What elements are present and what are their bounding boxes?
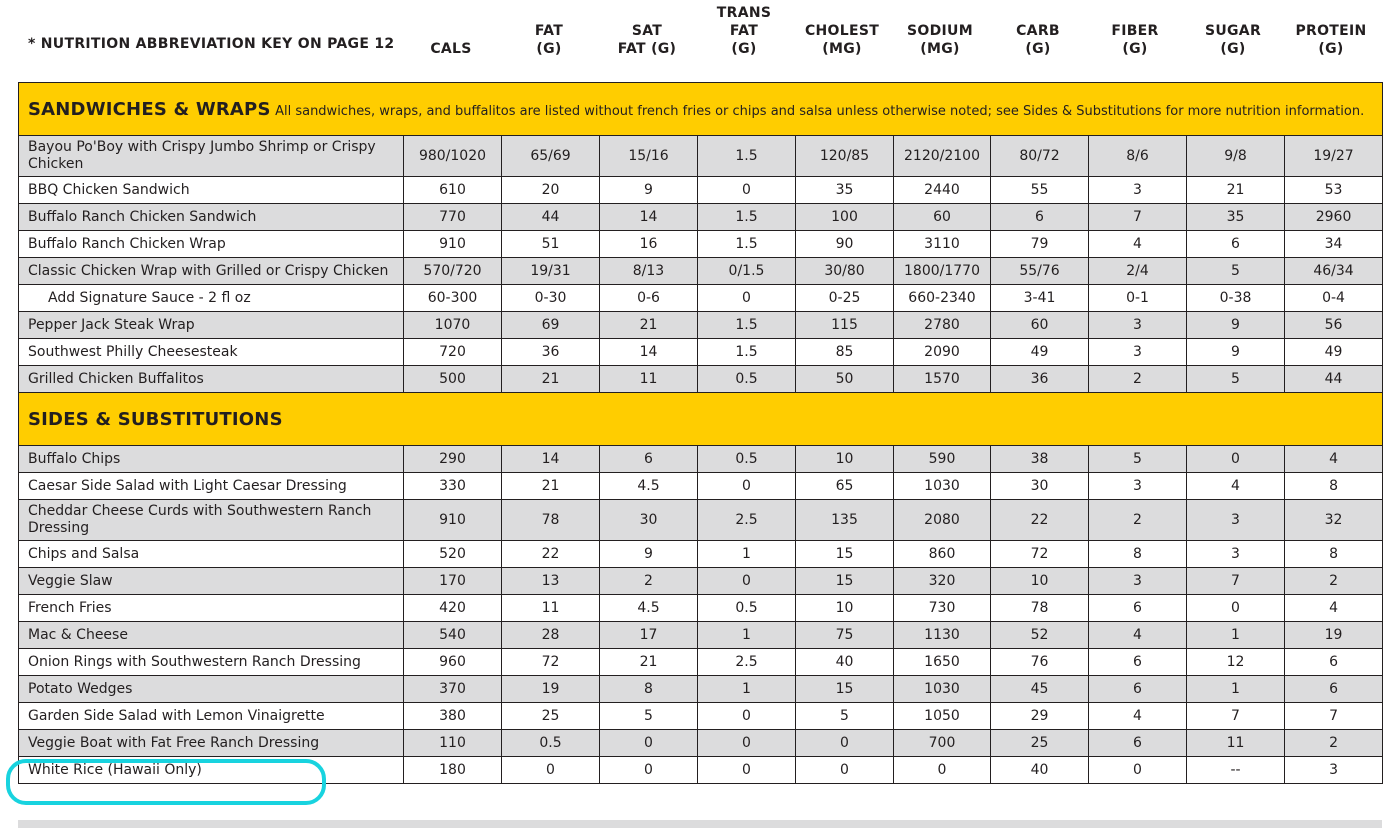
nutrition-value: 2.5 xyxy=(698,649,796,676)
item-name: Veggie Slaw xyxy=(19,568,404,595)
nutrition-value: 15 xyxy=(796,568,894,595)
item-name: Chips and Salsa xyxy=(19,541,404,568)
nutrition-value: 28 xyxy=(502,622,600,649)
nutrition-value: 5 xyxy=(1187,258,1285,285)
nutrition-value: 6 xyxy=(1187,231,1285,258)
column-header-line: PROTEIN xyxy=(1295,23,1367,39)
column-header-line: (MG) xyxy=(822,41,862,57)
nutrition-value: 35 xyxy=(1187,204,1285,231)
item-name: Veggie Boat with Fat Free Ranch Dressing xyxy=(19,730,404,757)
nutrition-value: 860 xyxy=(894,541,991,568)
nutrition-value: 8/13 xyxy=(600,258,698,285)
nutrition-value: 910 xyxy=(404,500,502,541)
nutrition-value: 770 xyxy=(404,204,502,231)
nutrition-value: 330 xyxy=(404,473,502,500)
nutrition-value: 40 xyxy=(796,649,894,676)
nutrition-value: 19/31 xyxy=(502,258,600,285)
nutrition-value: 0 xyxy=(502,757,600,784)
nutrition-value: 1.5 xyxy=(698,136,796,177)
nutrition-value: 0-1 xyxy=(1089,285,1187,312)
table-row xyxy=(19,595,1383,622)
nutrition-value: 30/80 xyxy=(796,258,894,285)
nutrition-value: 60 xyxy=(991,312,1089,339)
column-header-line: CARB xyxy=(1016,23,1060,39)
nutrition-value: 1.5 xyxy=(698,231,796,258)
nutrition-value: 7 xyxy=(1187,568,1285,595)
nutrition-value: 15 xyxy=(796,676,894,703)
column-header xyxy=(0,0,1400,82)
nutrition-value: 21 xyxy=(1187,177,1285,204)
nutrition-value: 14 xyxy=(600,204,698,231)
nutrition-value: 30 xyxy=(600,500,698,541)
column-header-line: FAT xyxy=(729,23,759,39)
column-header-cell xyxy=(1184,0,1282,58)
item-name: Mac & Cheese xyxy=(19,622,404,649)
nutrition-value: 80/72 xyxy=(991,136,1089,177)
nutrition-value: 6 xyxy=(1285,649,1383,676)
nutrition-value: 5 xyxy=(1089,446,1187,473)
nutrition-value: 32 xyxy=(1285,500,1383,541)
nutrition-value: 8 xyxy=(600,676,698,703)
column-header-line: SAT xyxy=(631,23,663,39)
column-header-line: FIBER xyxy=(1111,23,1159,39)
nutrition-value: 1030 xyxy=(894,473,991,500)
column-header-line: (G) xyxy=(1122,41,1148,57)
item-name: French Fries xyxy=(19,595,404,622)
table-row xyxy=(19,312,1383,339)
nutrition-value: 120/85 xyxy=(796,136,894,177)
nutrition-value: 17 xyxy=(600,622,698,649)
table-row xyxy=(19,366,1383,393)
nutrition-value: 0 xyxy=(894,757,991,784)
section-header-row xyxy=(19,83,1383,136)
column-header-line: (G) xyxy=(1318,41,1344,57)
table-row xyxy=(19,757,1383,784)
nutrition-value: 0-6 xyxy=(600,285,698,312)
section-title: SANDWICHES & WRAPS xyxy=(28,98,271,120)
nutrition-value: 500 xyxy=(404,366,502,393)
nutrition-value: 6 xyxy=(1089,595,1187,622)
nutrition-value: 14 xyxy=(600,339,698,366)
nutrition-value: 21 xyxy=(600,312,698,339)
nutrition-value: 85 xyxy=(796,339,894,366)
nutrition-value: 19/27 xyxy=(1285,136,1383,177)
nutrition-value: 3 xyxy=(1187,541,1285,568)
nutrition-value: 7 xyxy=(1187,703,1285,730)
item-name: Garden Side Salad with Lemon Vinaigrette xyxy=(19,703,404,730)
item-name: White Rice (Hawaii Only) xyxy=(19,757,404,784)
nutrition-value: 1 xyxy=(698,676,796,703)
nutrition-value: 6 xyxy=(991,204,1089,231)
nutrition-value: -- xyxy=(1187,757,1285,784)
nutrition-table xyxy=(18,82,1383,784)
nutrition-value: 590 xyxy=(894,446,991,473)
nutrition-value: 3 xyxy=(1089,177,1187,204)
column-header-line: (G) xyxy=(1220,41,1246,57)
nutrition-value: 46/34 xyxy=(1285,258,1383,285)
nutrition-value: 51 xyxy=(502,231,600,258)
nutrition-value: 5 xyxy=(600,703,698,730)
nutrition-value: 0.5 xyxy=(698,595,796,622)
nutrition-value: 2780 xyxy=(894,312,991,339)
nutrition-value: 76 xyxy=(991,649,1089,676)
nutrition-value: 1650 xyxy=(894,649,991,676)
item-name: Classic Chicken Wrap with Grilled or Crispy Chicken xyxy=(19,258,404,285)
column-header-line: CALS xyxy=(430,41,472,57)
nutrition-value: 0/1.5 xyxy=(698,258,796,285)
item-name: Buffalo Ranch Chicken Wrap xyxy=(19,231,404,258)
column-header-cell xyxy=(891,0,989,58)
nutrition-value: 3 xyxy=(1285,757,1383,784)
nutrition-value: 49 xyxy=(991,339,1089,366)
item-name: Grilled Chicken Buffalitos xyxy=(19,366,404,393)
nutrition-value: 2440 xyxy=(894,177,991,204)
nutrition-value: 380 xyxy=(404,703,502,730)
column-header-cell xyxy=(695,0,793,58)
table-row xyxy=(19,285,1383,312)
nutrition-value: 3 xyxy=(1089,339,1187,366)
nutrition-value: 4 xyxy=(1187,473,1285,500)
nutrition-value: 0.5 xyxy=(698,446,796,473)
nutrition-value: 55/76 xyxy=(991,258,1089,285)
nutrition-value: 19 xyxy=(1285,622,1383,649)
nutrition-value: 570/720 xyxy=(404,258,502,285)
nutrition-value: 10 xyxy=(796,595,894,622)
nutrition-value: 5 xyxy=(1187,366,1285,393)
nutrition-value: 1070 xyxy=(404,312,502,339)
nutrition-value: 21 xyxy=(600,649,698,676)
nutrition-value: 75 xyxy=(796,622,894,649)
nutrition-value: 9/8 xyxy=(1187,136,1285,177)
nutrition-value: 9 xyxy=(600,177,698,204)
nutrition-value: 4 xyxy=(1285,446,1383,473)
table-row xyxy=(19,730,1383,757)
nutrition-value: 78 xyxy=(502,500,600,541)
nutrition-value: 0.5 xyxy=(698,366,796,393)
nutrition-value: 69 xyxy=(502,312,600,339)
nutrition-value: 0-38 xyxy=(1187,285,1285,312)
nutrition-value: 55 xyxy=(991,177,1089,204)
abbreviation-key-note: * NUTRITION ABBREVIATION KEY ON PAGE 12 xyxy=(28,36,395,52)
item-name: Southwest Philly Cheesesteak xyxy=(19,339,404,366)
nutrition-value: 3 xyxy=(1187,500,1285,541)
nutrition-value: 35 xyxy=(796,177,894,204)
nutrition-value: 0 xyxy=(698,757,796,784)
item-name: Potato Wedges xyxy=(19,676,404,703)
nutrition-value: 25 xyxy=(991,730,1089,757)
nutrition-value: 6 xyxy=(1089,730,1187,757)
nutrition-value: 8 xyxy=(1285,541,1383,568)
nutrition-value: 36 xyxy=(502,339,600,366)
column-header-line: (G) xyxy=(731,41,757,57)
nutrition-value: 100 xyxy=(796,204,894,231)
nutrition-value: 0 xyxy=(600,730,698,757)
nutrition-value: 4.5 xyxy=(600,473,698,500)
table-row xyxy=(19,541,1383,568)
nutrition-value: 6 xyxy=(600,446,698,473)
nutrition-value: 14 xyxy=(502,446,600,473)
section-header-cell xyxy=(19,83,1383,136)
nutrition-value: 38 xyxy=(991,446,1089,473)
nutrition-value: 730 xyxy=(894,595,991,622)
nutrition-value: 90 xyxy=(796,231,894,258)
nutrition-value: 8 xyxy=(1285,473,1383,500)
nutrition-value: 170 xyxy=(404,568,502,595)
column-header-line: SODIUM xyxy=(907,23,973,39)
nutrition-value: 2/4 xyxy=(1089,258,1187,285)
nutrition-value: 1 xyxy=(1187,676,1285,703)
nutrition-value: 0 xyxy=(796,757,894,784)
table-row xyxy=(19,703,1383,730)
nutrition-value: 1 xyxy=(698,622,796,649)
nutrition-value: 4 xyxy=(1089,622,1187,649)
table-row xyxy=(19,649,1383,676)
nutrition-value: 0 xyxy=(1089,757,1187,784)
nutrition-value: 0-4 xyxy=(1285,285,1383,312)
nutrition-value: 610 xyxy=(404,177,502,204)
nutrition-value: 15 xyxy=(796,541,894,568)
item-name: Bayou Po'Boy with Crispy Jumbo Shrimp or Crispy Chicken xyxy=(19,136,404,177)
table-row xyxy=(19,676,1383,703)
item-name: Add Signature Sauce - 2 fl oz xyxy=(19,285,404,312)
nutrition-value: 290 xyxy=(404,446,502,473)
item-name: Onion Rings with Southwestern Ranch Dressing xyxy=(19,649,404,676)
nutrition-value: 2 xyxy=(1089,366,1187,393)
nutrition-value: 9 xyxy=(1187,339,1285,366)
nutrition-value: 9 xyxy=(600,541,698,568)
column-header-line: (G) xyxy=(536,41,562,57)
nutrition-value: 1.5 xyxy=(698,204,796,231)
nutrition-value: 3 xyxy=(1089,568,1187,595)
nutrition-value: 370 xyxy=(404,676,502,703)
nutrition-value: 16 xyxy=(600,231,698,258)
nutrition-value: 700 xyxy=(894,730,991,757)
nutrition-value: 2 xyxy=(600,568,698,595)
nutrition-value: 22 xyxy=(991,500,1089,541)
bottom-shade-band xyxy=(18,820,1382,828)
nutrition-value: 21 xyxy=(502,473,600,500)
column-header-cell xyxy=(598,0,696,58)
nutrition-value: 320 xyxy=(894,568,991,595)
table-row xyxy=(19,473,1383,500)
nutrition-value: 65 xyxy=(796,473,894,500)
nutrition-value: 1800/1770 xyxy=(894,258,991,285)
nutrition-value: 6 xyxy=(1285,676,1383,703)
nutrition-value: 0 xyxy=(698,177,796,204)
table-row xyxy=(19,568,1383,595)
column-header-cell xyxy=(500,0,598,58)
column-header-cell xyxy=(793,0,891,58)
nutrition-value: 53 xyxy=(1285,177,1383,204)
nutrition-value: 1.5 xyxy=(698,339,796,366)
column-header-line: TRANS xyxy=(716,5,772,21)
nutrition-value: 2120/2100 xyxy=(894,136,991,177)
nutrition-value: 720 xyxy=(404,339,502,366)
column-header-line: CHOLEST xyxy=(804,23,880,39)
nutrition-value: 0 xyxy=(698,285,796,312)
item-name: Buffalo Ranch Chicken Sandwich xyxy=(19,204,404,231)
nutrition-value: 540 xyxy=(404,622,502,649)
nutrition-value: 2 xyxy=(1089,500,1187,541)
nutrition-value: 0 xyxy=(796,730,894,757)
nutrition-value: 4.5 xyxy=(600,595,698,622)
section-title: SIDES & SUBSTITUTIONS xyxy=(28,408,283,430)
nutrition-value: 2 xyxy=(1285,568,1383,595)
nutrition-value: 78 xyxy=(991,595,1089,622)
column-header-line: (MG) xyxy=(920,41,960,57)
nutrition-value: 0 xyxy=(600,757,698,784)
table-row xyxy=(19,136,1383,177)
nutrition-value: 2080 xyxy=(894,500,991,541)
nutrition-value: 7 xyxy=(1089,204,1187,231)
column-header-line: FAT (G) xyxy=(617,41,677,57)
nutrition-value: 1 xyxy=(1187,622,1285,649)
nutrition-value: 0 xyxy=(698,568,796,595)
nutrition-value: 29 xyxy=(991,703,1089,730)
nutrition-value: 0-25 xyxy=(796,285,894,312)
nutrition-value: 115 xyxy=(796,312,894,339)
column-header-line: SUGAR xyxy=(1204,23,1262,39)
nutrition-value: 1.5 xyxy=(698,312,796,339)
item-name: Buffalo Chips xyxy=(19,446,404,473)
nutrition-value: 8 xyxy=(1089,541,1187,568)
nutrition-value: 1030 xyxy=(894,676,991,703)
nutrition-value: 7 xyxy=(1285,703,1383,730)
nutrition-value: 960 xyxy=(404,649,502,676)
nutrition-value: 910 xyxy=(404,231,502,258)
item-name: Pepper Jack Steak Wrap xyxy=(19,312,404,339)
nutrition-value: 520 xyxy=(404,541,502,568)
table-row xyxy=(19,258,1383,285)
nutrition-value: 0 xyxy=(1187,446,1285,473)
nutrition-value: 1 xyxy=(698,541,796,568)
nutrition-value: 60 xyxy=(894,204,991,231)
nutrition-value: 420 xyxy=(404,595,502,622)
nutrition-value: 180 xyxy=(404,757,502,784)
nutrition-value: 34 xyxy=(1285,231,1383,258)
nutrition-value: 10 xyxy=(991,568,1089,595)
column-header-cell xyxy=(402,0,500,58)
nutrition-value: 110 xyxy=(404,730,502,757)
column-header-cell xyxy=(1282,0,1380,58)
nutrition-value: 1130 xyxy=(894,622,991,649)
nutrition-value: 3 xyxy=(1089,312,1187,339)
nutrition-value: 2.5 xyxy=(698,500,796,541)
nutrition-value: 5 xyxy=(796,703,894,730)
nutrition-value: 36 xyxy=(991,366,1089,393)
nutrition-value: 3 xyxy=(1089,473,1187,500)
nutrition-value: 4 xyxy=(1089,703,1187,730)
nutrition-value: 19 xyxy=(502,676,600,703)
nutrition-value: 0 xyxy=(698,473,796,500)
nutrition-value: 0.5 xyxy=(502,730,600,757)
nutrition-value: 6 xyxy=(1089,676,1187,703)
nutrition-value: 44 xyxy=(502,204,600,231)
table-row xyxy=(19,446,1383,473)
item-name: Cheddar Cheese Curds with Southwestern Ranch Dressing xyxy=(19,500,404,541)
column-header-line: FAT xyxy=(534,23,564,39)
nutrition-value: 8/6 xyxy=(1089,136,1187,177)
nutrition-value: 21 xyxy=(502,366,600,393)
nutrition-value: 9 xyxy=(1187,312,1285,339)
item-name: BBQ Chicken Sandwich xyxy=(19,177,404,204)
section-header-row xyxy=(19,393,1383,446)
nutrition-value: 11 xyxy=(1187,730,1285,757)
nutrition-value: 50 xyxy=(796,366,894,393)
nutrition-value: 1050 xyxy=(894,703,991,730)
nutrition-value: 65/69 xyxy=(502,136,600,177)
nutrition-value: 980/1020 xyxy=(404,136,502,177)
nutrition-value: 2960 xyxy=(1285,204,1383,231)
nutrition-value: 10 xyxy=(796,446,894,473)
nutrition-value: 0-30 xyxy=(502,285,600,312)
nutrition-value: 25 xyxy=(502,703,600,730)
nutrition-value: 40 xyxy=(991,757,1089,784)
column-header-cell xyxy=(989,0,1087,58)
nutrition-value: 79 xyxy=(991,231,1089,258)
nutrition-value: 45 xyxy=(991,676,1089,703)
nutrition-value: 30 xyxy=(991,473,1089,500)
table-row xyxy=(19,339,1383,366)
nutrition-value: 13 xyxy=(502,568,600,595)
table-row xyxy=(19,622,1383,649)
table-row xyxy=(19,204,1383,231)
nutrition-value: 60-300 xyxy=(404,285,502,312)
nutrition-value: 2 xyxy=(1285,730,1383,757)
nutrition-value: 0 xyxy=(1187,595,1285,622)
table-row xyxy=(19,231,1383,258)
nutrition-value: 1570 xyxy=(894,366,991,393)
nutrition-value: 72 xyxy=(991,541,1089,568)
section-note: All sandwiches, wraps, and buffalitos are listed without french fries or chips and salsa unless otherwise noted; see Sides & Substitutions for more nutrition information. xyxy=(275,103,1365,119)
nutrition-value: 12 xyxy=(1187,649,1285,676)
nutrition-value: 0 xyxy=(698,730,796,757)
item-name: Caesar Side Salad with Light Caesar Dressing xyxy=(19,473,404,500)
column-header-cell xyxy=(1086,0,1184,58)
nutrition-value: 4 xyxy=(1089,231,1187,258)
nutrition-value: 660-2340 xyxy=(894,285,991,312)
nutrition-value: 15/16 xyxy=(600,136,698,177)
nutrition-value: 52 xyxy=(991,622,1089,649)
nutrition-value: 72 xyxy=(502,649,600,676)
nutrition-value: 0 xyxy=(698,703,796,730)
nutrition-value: 135 xyxy=(796,500,894,541)
nutrition-value: 6 xyxy=(1089,649,1187,676)
nutrition-value: 49 xyxy=(1285,339,1383,366)
section-header-cell xyxy=(19,393,1383,446)
nutrition-value: 56 xyxy=(1285,312,1383,339)
nutrition-value: 20 xyxy=(502,177,600,204)
nutrition-value: 11 xyxy=(502,595,600,622)
nutrition-value: 3110 xyxy=(894,231,991,258)
column-header-line: (G) xyxy=(1025,41,1051,57)
nutrition-value: 44 xyxy=(1285,366,1383,393)
nutrition-value: 4 xyxy=(1285,595,1383,622)
nutrition-value: 11 xyxy=(600,366,698,393)
nutrition-value: 3-41 xyxy=(991,285,1089,312)
table-row xyxy=(19,500,1383,541)
nutrition-value: 22 xyxy=(502,541,600,568)
nutrition-value: 2090 xyxy=(894,339,991,366)
table-row xyxy=(19,177,1383,204)
